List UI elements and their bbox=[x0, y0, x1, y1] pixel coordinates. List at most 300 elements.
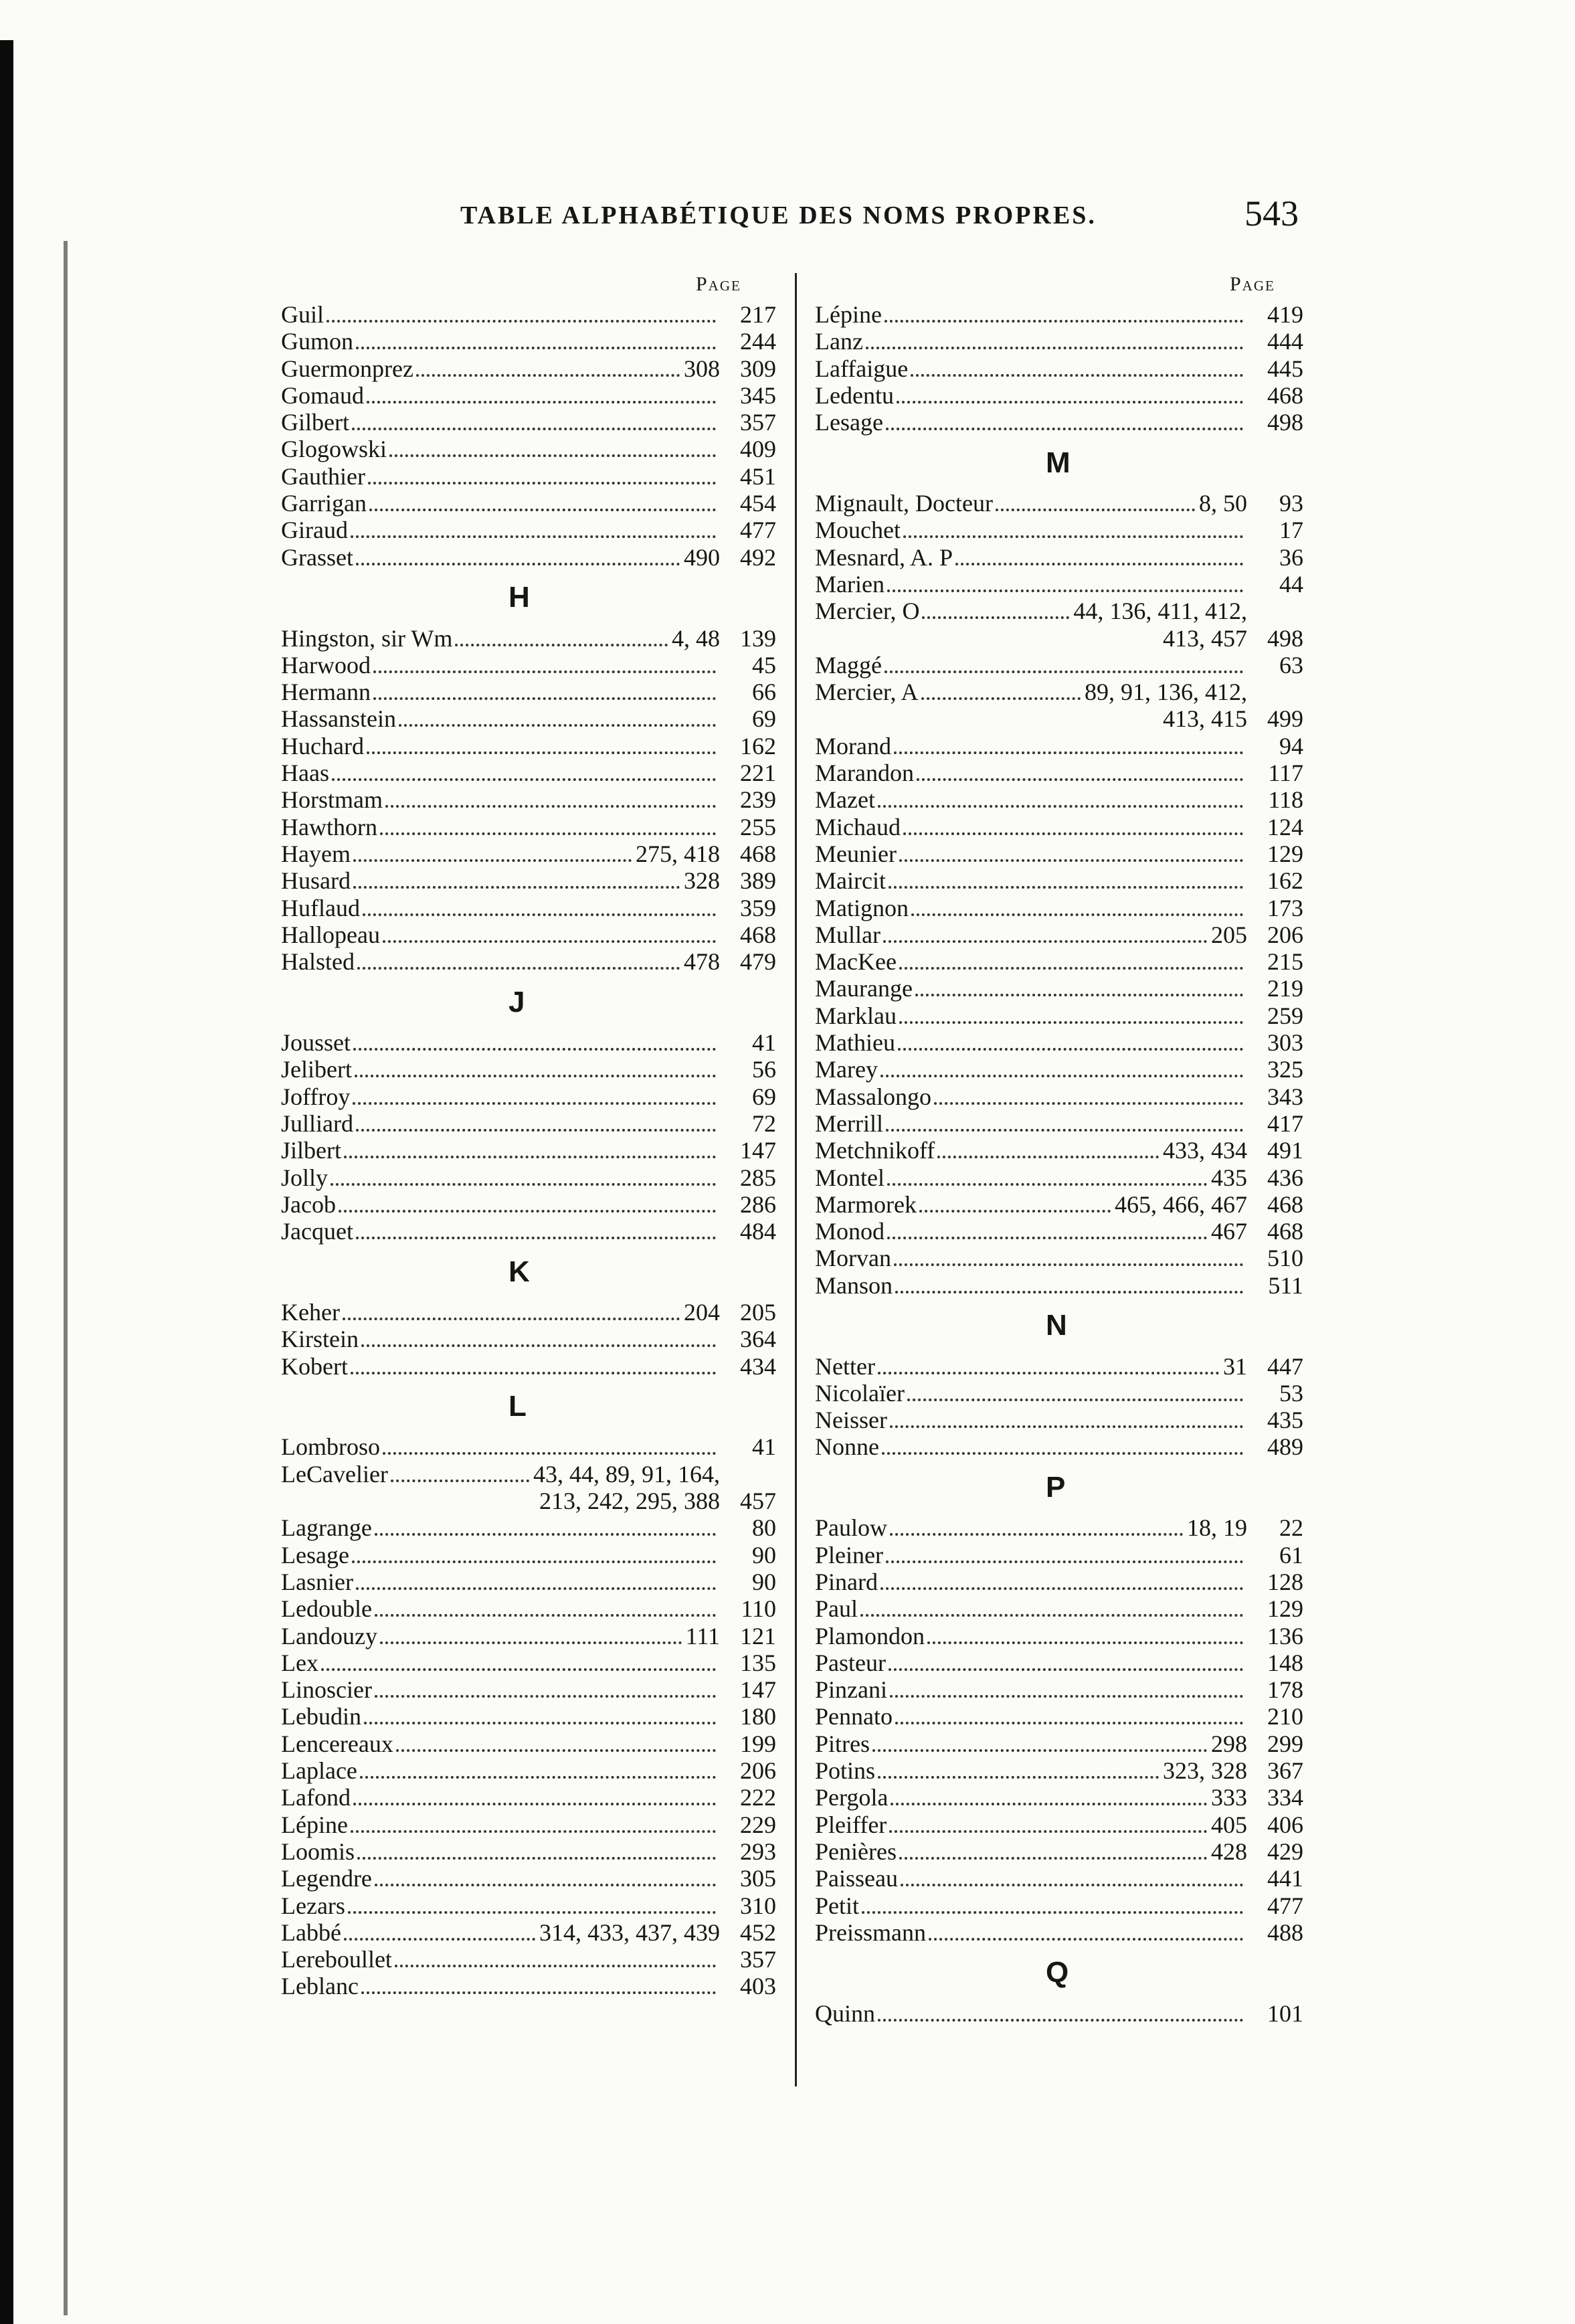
entry-page: 468 bbox=[1267, 381, 1303, 409]
index-entry bbox=[815, 1757, 1303, 1784]
entry-name: Husard bbox=[281, 867, 351, 895]
entry-name: Massalongo bbox=[815, 1083, 931, 1110]
entry-page: 436 bbox=[1267, 1164, 1303, 1191]
dot-leader bbox=[895, 1722, 1243, 1724]
dot-leader bbox=[860, 1614, 1243, 1617]
index-entry bbox=[281, 490, 776, 517]
entry-name: Jelibert bbox=[281, 1056, 352, 1083]
dot-leader bbox=[364, 1722, 716, 1724]
dot-leader bbox=[899, 1021, 1243, 1024]
index-entry bbox=[281, 409, 776, 436]
entry-name: Jilbert bbox=[281, 1137, 341, 1164]
index-entry bbox=[815, 1002, 1303, 1029]
entry-name: Jacob bbox=[281, 1190, 336, 1218]
entry-page: 80 bbox=[752, 1514, 776, 1542]
entry-refs: 333 bbox=[1211, 1784, 1247, 1811]
entry-refs: 43, 44, 89, 91, 164, bbox=[533, 1460, 720, 1488]
entry-name: Mercier, A bbox=[815, 679, 919, 706]
entry-name: Matignon bbox=[815, 894, 909, 921]
dot-leader bbox=[348, 1911, 716, 1914]
dot-leader bbox=[890, 1533, 1183, 1536]
entry-refs: 328 bbox=[684, 867, 720, 895]
dot-leader bbox=[373, 671, 716, 673]
section-letter: J bbox=[508, 985, 525, 1018]
dot-leader bbox=[375, 1695, 716, 1698]
dot-leader bbox=[399, 724, 716, 727]
index-entry bbox=[815, 1703, 1303, 1730]
entry-name: Grasset bbox=[281, 543, 353, 571]
column-divider bbox=[795, 273, 797, 2086]
entry-name: Petit bbox=[815, 1892, 860, 1919]
entry-page: 69 bbox=[752, 1083, 776, 1110]
dot-leader bbox=[380, 1641, 682, 1644]
entry-page: 72 bbox=[752, 1109, 776, 1137]
index-entry bbox=[815, 679, 1303, 705]
index-entry bbox=[815, 490, 1303, 517]
index-entry bbox=[815, 1623, 1303, 1649]
entry-name: Laffaigue bbox=[815, 355, 909, 382]
dot-leader bbox=[375, 1614, 716, 1617]
dot-leader bbox=[881, 1587, 1243, 1590]
entry-refs: 413, 415 bbox=[1163, 705, 1247, 733]
dot-leader bbox=[351, 1830, 716, 1833]
entry-page: 310 bbox=[740, 1892, 776, 1919]
index-entry bbox=[815, 1569, 1303, 1595]
entry-page: 222 bbox=[740, 1784, 776, 1811]
entry-name: Hermann bbox=[281, 679, 371, 706]
section-letter: P bbox=[1046, 1471, 1066, 1504]
dot-leader bbox=[367, 401, 716, 404]
dot-leader bbox=[890, 1425, 1243, 1428]
entry-name: Kobert bbox=[281, 1352, 348, 1380]
entry-name: Pleiffer bbox=[815, 1811, 887, 1838]
index-entry bbox=[281, 1946, 776, 1973]
dot-leader bbox=[380, 832, 716, 835]
dot-leader bbox=[455, 644, 668, 646]
dot-leader bbox=[878, 1776, 1159, 1779]
index-entry bbox=[815, 544, 1303, 571]
dot-leader bbox=[881, 1075, 1243, 1077]
dot-leader bbox=[915, 994, 1243, 996]
entry-name: Potins bbox=[815, 1757, 876, 1785]
index-entry bbox=[281, 1595, 776, 1622]
entry-name: Linoscier bbox=[281, 1676, 372, 1704]
index-entry bbox=[815, 1838, 1303, 1865]
entry-page: 217 bbox=[740, 301, 776, 328]
entry-name: Metchnikoff bbox=[815, 1137, 935, 1164]
index-entry bbox=[281, 948, 776, 975]
dot-leader bbox=[352, 428, 716, 430]
entry-name: Harwood bbox=[281, 651, 371, 679]
dot-leader bbox=[996, 509, 1195, 511]
entry-refs: 204 bbox=[684, 1298, 720, 1326]
index-entry bbox=[815, 1676, 1303, 1703]
entry-page: 56 bbox=[752, 1056, 776, 1083]
entry-name: Marey bbox=[815, 1056, 878, 1083]
entry-name: Labbé bbox=[281, 1918, 341, 1946]
entry-page: 488 bbox=[1267, 1918, 1303, 1946]
index-entry bbox=[815, 1514, 1303, 1541]
entry-page: 61 bbox=[1279, 1541, 1303, 1569]
dot-leader bbox=[903, 535, 1243, 538]
page-edge-line bbox=[64, 241, 68, 2315]
index-entry bbox=[815, 409, 1303, 436]
entry-name: Hawthorn bbox=[281, 813, 377, 840]
dot-leader bbox=[898, 1048, 1243, 1051]
index-entry bbox=[281, 1110, 776, 1137]
dot-leader bbox=[899, 859, 1243, 862]
dot-leader bbox=[332, 778, 716, 781]
book-spine-shadow bbox=[0, 40, 13, 2324]
dot-leader bbox=[361, 1991, 716, 1994]
entry-name: Ledouble bbox=[281, 1595, 372, 1623]
index-entry bbox=[815, 328, 1303, 355]
dot-leader bbox=[886, 1129, 1243, 1132]
dot-leader bbox=[878, 805, 1243, 808]
dot-leader bbox=[357, 967, 680, 970]
dot-leader bbox=[357, 1857, 716, 1860]
entry-page: 286 bbox=[740, 1190, 776, 1218]
entry-page: 206 bbox=[1267, 921, 1303, 948]
index-entry bbox=[815, 598, 1303, 624]
entry-page: 66 bbox=[752, 679, 776, 706]
entry-name: Jousset bbox=[281, 1029, 351, 1057]
entry-page: 205 bbox=[740, 1298, 776, 1326]
entry-name: Lagrange bbox=[281, 1514, 372, 1542]
dot-leader bbox=[368, 482, 716, 484]
entry-page: 444 bbox=[1267, 328, 1303, 355]
entry-page: 345 bbox=[740, 381, 776, 409]
index-entry bbox=[815, 1865, 1303, 1892]
entry-name: Lasnier bbox=[281, 1568, 353, 1595]
entry-name: Marklau bbox=[815, 1002, 897, 1029]
dot-leader bbox=[927, 1641, 1243, 1644]
entry-refs: 413, 457 bbox=[1163, 624, 1247, 652]
entry-name: Neisser bbox=[815, 1407, 887, 1434]
entry-name: Quinn bbox=[815, 1999, 875, 2027]
left-page-column-heading: Page bbox=[696, 273, 741, 295]
entry-page: 17 bbox=[1279, 517, 1303, 544]
entry-page: 110 bbox=[741, 1595, 776, 1623]
entry-name: Haas bbox=[281, 759, 329, 787]
entry-page: 255 bbox=[740, 813, 776, 840]
entry-page: 53 bbox=[1279, 1379, 1303, 1407]
index-entry bbox=[815, 1595, 1303, 1622]
index-entry bbox=[281, 1056, 776, 1083]
index-entry bbox=[281, 733, 776, 759]
entry-page: 434 bbox=[740, 1352, 776, 1380]
entry-page: 239 bbox=[740, 786, 776, 814]
entry-name: Pinard bbox=[815, 1568, 878, 1595]
entry-refs: 428 bbox=[1211, 1838, 1247, 1865]
entry-name: Huflaud bbox=[281, 894, 360, 921]
index-entry bbox=[815, 921, 1303, 948]
entry-page: 90 bbox=[752, 1568, 776, 1595]
index-entry bbox=[815, 1407, 1303, 1433]
index-entry bbox=[815, 948, 1303, 975]
dot-leader bbox=[356, 563, 680, 565]
index-entry bbox=[815, 571, 1303, 598]
dot-leader bbox=[885, 320, 1243, 323]
entry-page: 221 bbox=[740, 759, 776, 787]
entry-name: Guil bbox=[281, 301, 325, 328]
entry-page: 129 bbox=[1267, 1595, 1303, 1623]
entry-name: MacKee bbox=[815, 948, 897, 976]
index-entry bbox=[281, 1083, 776, 1110]
entry-name: Meunier bbox=[815, 840, 897, 867]
entry-page: 357 bbox=[740, 1946, 776, 1973]
section-letter: Q bbox=[1046, 1956, 1069, 1989]
index-entry bbox=[815, 1056, 1303, 1083]
entry-page: 94 bbox=[1279, 732, 1303, 759]
entry-refs: 31 bbox=[1223, 1352, 1247, 1380]
index-entry bbox=[281, 1757, 776, 1784]
index-entry bbox=[281, 921, 776, 948]
dot-leader bbox=[878, 2019, 1243, 2022]
dot-leader bbox=[882, 1452, 1243, 1455]
entry-page: 180 bbox=[740, 1703, 776, 1730]
index-entry bbox=[815, 1137, 1303, 1164]
index-entry bbox=[815, 814, 1303, 840]
dot-leader bbox=[885, 671, 1243, 673]
dot-leader bbox=[887, 1183, 1207, 1186]
index-entry bbox=[815, 1218, 1303, 1245]
index-entry bbox=[815, 840, 1303, 867]
index-entry bbox=[815, 652, 1303, 679]
index-entry bbox=[815, 1083, 1303, 1110]
entry-page: 303 bbox=[1267, 1029, 1303, 1057]
dot-leader bbox=[894, 751, 1243, 754]
index-entry bbox=[815, 301, 1303, 328]
dot-leader bbox=[356, 1587, 716, 1590]
entry-name: Ledentu bbox=[815, 381, 894, 409]
entry-name: Marandon bbox=[815, 759, 914, 787]
index-entry-continuation bbox=[815, 705, 1303, 732]
entry-name: Merrill bbox=[815, 1109, 883, 1137]
dot-leader bbox=[899, 1857, 1207, 1860]
index-entry bbox=[815, 382, 1303, 409]
dot-leader bbox=[353, 859, 632, 862]
dot-leader bbox=[903, 832, 1243, 835]
entry-page: 128 bbox=[1267, 1568, 1303, 1595]
index-entry bbox=[281, 1353, 776, 1380]
entry-name: Pennato bbox=[815, 1703, 893, 1730]
dot-leader bbox=[351, 1372, 716, 1374]
index-entry bbox=[281, 679, 776, 705]
left-column bbox=[281, 301, 776, 2000]
entry-refs: 8, 50 bbox=[1199, 490, 1247, 517]
dot-leader bbox=[887, 590, 1243, 592]
index-entry bbox=[281, 1703, 776, 1730]
dot-leader bbox=[360, 1776, 716, 1779]
section-letter: N bbox=[1046, 1309, 1067, 1342]
dot-leader bbox=[889, 1830, 1207, 1833]
index-entry bbox=[815, 517, 1303, 543]
entry-refs: 111 bbox=[685, 1622, 720, 1649]
entry-name: Marmorek bbox=[815, 1190, 917, 1218]
entry-name: Hingston, sir Wm bbox=[281, 624, 453, 652]
entry-name: Leblanc bbox=[281, 1973, 359, 2000]
entry-page: 499 bbox=[1267, 705, 1303, 733]
index-entry bbox=[815, 2000, 1303, 2027]
entry-page: 409 bbox=[740, 436, 776, 463]
entry-page: 93 bbox=[1279, 490, 1303, 517]
entry-name: Keher bbox=[281, 1298, 340, 1326]
index-entry bbox=[815, 1730, 1303, 1757]
index-entry bbox=[815, 1353, 1303, 1380]
dot-leader bbox=[356, 1129, 716, 1132]
index-entry bbox=[281, 652, 776, 679]
entry-refs: 314, 433, 437, 439 bbox=[539, 1918, 720, 1946]
entry-page: 44 bbox=[1279, 570, 1303, 598]
entry-name: Mathieu bbox=[815, 1029, 895, 1057]
entry-refs: 478 bbox=[684, 948, 720, 976]
index-entry bbox=[281, 328, 776, 355]
index-entry bbox=[815, 1110, 1303, 1137]
section-letter: K bbox=[508, 1255, 530, 1288]
entry-page: 199 bbox=[740, 1730, 776, 1757]
dot-leader bbox=[327, 320, 716, 323]
dot-leader bbox=[894, 1263, 1243, 1266]
entry-name: Morand bbox=[815, 732, 891, 759]
entry-page: 435 bbox=[1267, 1407, 1303, 1434]
entry-name: Pergola bbox=[815, 1784, 889, 1811]
entry-refs: 89, 91, 136, 412, bbox=[1085, 679, 1247, 706]
entry-page: 343 bbox=[1267, 1083, 1303, 1110]
dot-leader bbox=[866, 347, 1243, 349]
dot-leader bbox=[396, 1749, 716, 1752]
entry-name: Lombroso bbox=[281, 1433, 380, 1461]
index-entry bbox=[815, 867, 1303, 894]
entry-refs: 44, 136, 411, 412, bbox=[1073, 598, 1247, 625]
entry-page: 129 bbox=[1267, 840, 1303, 867]
index-entry bbox=[815, 759, 1303, 786]
entry-name: Hassanstein bbox=[281, 705, 396, 733]
index-entry bbox=[281, 1784, 776, 1811]
dot-leader bbox=[862, 1911, 1243, 1914]
dot-leader bbox=[937, 1156, 1159, 1158]
index-entry bbox=[281, 759, 776, 786]
entry-page: 334 bbox=[1267, 1784, 1303, 1811]
entry-page: 173 bbox=[1267, 894, 1303, 921]
dot-leader bbox=[391, 1480, 529, 1482]
entry-refs: 298 bbox=[1211, 1730, 1247, 1757]
entry-name: Hallopeau bbox=[281, 921, 380, 948]
entry-name: Mouchet bbox=[815, 517, 901, 544]
entry-page: 454 bbox=[740, 490, 776, 517]
dot-leader bbox=[872, 1749, 1207, 1752]
index-entry bbox=[815, 1649, 1303, 1676]
entry-page: 118 bbox=[1268, 786, 1303, 814]
section-letter: H bbox=[508, 581, 530, 614]
index-entry bbox=[815, 1380, 1303, 1407]
index-entry bbox=[281, 517, 776, 543]
entry-page: 364 bbox=[740, 1326, 776, 1353]
entry-name: Lesage bbox=[815, 409, 883, 436]
index-entry bbox=[815, 1784, 1303, 1811]
entry-page: 299 bbox=[1267, 1730, 1303, 1757]
entry-page: 147 bbox=[740, 1676, 776, 1704]
right-column bbox=[815, 301, 1303, 2027]
index-entry bbox=[281, 1569, 776, 1595]
entry-page: 489 bbox=[1267, 1433, 1303, 1461]
index-entry bbox=[281, 1137, 776, 1164]
index-entry bbox=[281, 301, 776, 328]
entry-refs: 4, 48 bbox=[672, 624, 720, 652]
dot-leader bbox=[339, 1210, 716, 1213]
entry-page: 457 bbox=[740, 1488, 776, 1515]
index-entry bbox=[281, 1919, 776, 1946]
dot-leader bbox=[416, 374, 680, 377]
index-entry bbox=[815, 355, 1303, 382]
dot-leader bbox=[919, 1210, 1111, 1213]
index-entry bbox=[815, 1542, 1303, 1569]
entry-page: 479 bbox=[740, 948, 776, 976]
entry-page: 477 bbox=[740, 517, 776, 544]
index-entry bbox=[281, 1649, 776, 1676]
entry-name: Manson bbox=[815, 1271, 893, 1299]
entry-page: 367 bbox=[1267, 1757, 1303, 1785]
entry-page: 45 bbox=[752, 651, 776, 679]
dot-leader bbox=[331, 1183, 716, 1186]
dot-leader bbox=[321, 1668, 716, 1671]
section-letter: L bbox=[508, 1390, 527, 1423]
entry-page: 389 bbox=[740, 867, 776, 895]
entry-page: 403 bbox=[740, 1973, 776, 2000]
entry-page: 69 bbox=[752, 705, 776, 733]
index-entry bbox=[281, 1838, 776, 1865]
entry-name: Julliard bbox=[281, 1109, 353, 1137]
dot-leader bbox=[367, 751, 716, 754]
index-entry bbox=[815, 1272, 1303, 1299]
index-entry bbox=[815, 1892, 1303, 1919]
entry-page: 305 bbox=[740, 1865, 776, 1892]
entry-refs: 405 bbox=[1211, 1811, 1247, 1838]
entry-name: Lezars bbox=[281, 1892, 345, 1919]
entry-page: 41 bbox=[752, 1433, 776, 1461]
index-entry bbox=[281, 463, 776, 490]
entry-name: Gauthier bbox=[281, 462, 365, 490]
entry-page: 498 bbox=[1267, 409, 1303, 436]
entry-name: Horstmam bbox=[281, 786, 383, 814]
entry-page: 419 bbox=[1267, 301, 1303, 328]
entry-name: Paul bbox=[815, 1595, 858, 1623]
dot-leader bbox=[383, 940, 716, 943]
entry-page: 468 bbox=[740, 921, 776, 948]
entry-page: 162 bbox=[740, 732, 776, 759]
entry-name: Maircit bbox=[815, 867, 886, 895]
entry-name: Gomaud bbox=[281, 381, 364, 409]
entry-name: Pasteur bbox=[815, 1649, 886, 1676]
entry-refs: 435 bbox=[1211, 1164, 1247, 1191]
entry-name: Preissmann bbox=[815, 1918, 926, 1946]
index-entry bbox=[281, 867, 776, 894]
dot-leader bbox=[897, 401, 1243, 404]
index-entry bbox=[281, 1623, 776, 1649]
entry-name: Guermonprez bbox=[281, 355, 413, 382]
dot-leader bbox=[934, 1102, 1243, 1105]
index-entry bbox=[281, 1892, 776, 1919]
entry-name: Hayem bbox=[281, 840, 351, 867]
index-entry bbox=[281, 1865, 776, 1892]
index-entry bbox=[815, 1164, 1303, 1191]
index-entry bbox=[281, 840, 776, 867]
entry-name: Joffroy bbox=[281, 1083, 351, 1110]
index-entry bbox=[281, 625, 776, 652]
entry-name: Lépine bbox=[815, 301, 882, 328]
entry-page: 309 bbox=[740, 355, 776, 382]
index-entry bbox=[281, 1029, 776, 1056]
